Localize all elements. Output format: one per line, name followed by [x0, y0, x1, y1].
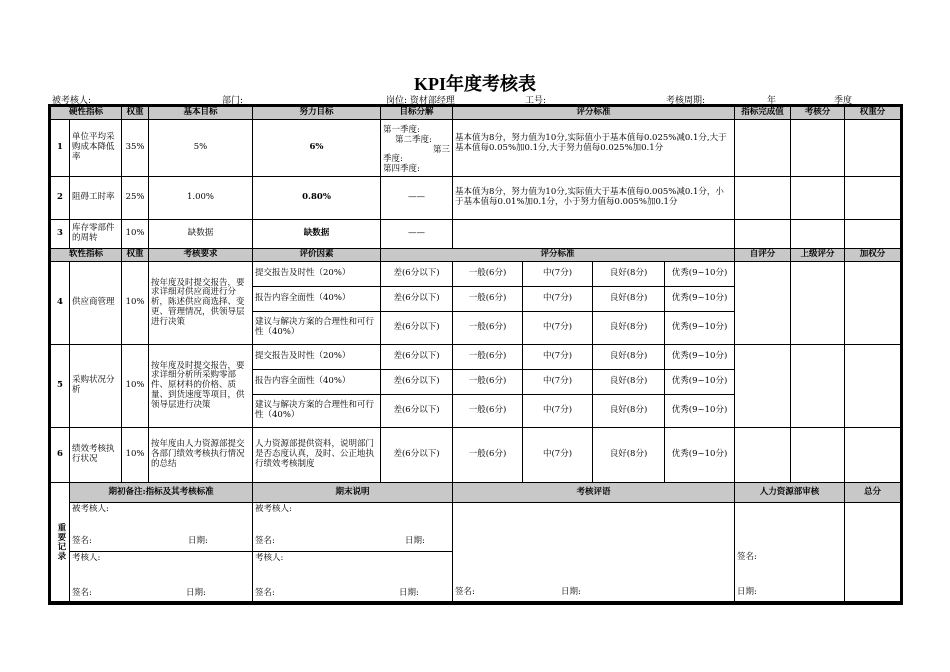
weight: 10% [122, 220, 149, 249]
weighted-cell [845, 177, 901, 220]
superior-score-cell [791, 345, 845, 428]
actual-cell [735, 120, 791, 177]
grade-excellent: 优秀(9~10分) [665, 370, 735, 395]
hard-header-row [51, 107, 901, 120]
records-header-row [51, 483, 901, 503]
table-row [51, 262, 901, 287]
grade-good: 良好(8分) [593, 395, 665, 428]
indicator: 阻碍工时率 [70, 177, 122, 220]
q1-label: 第一季度: [383, 125, 420, 135]
grade-fair: 一般(6分) [453, 345, 523, 370]
hdr-superior-score: 上级评分 [791, 249, 845, 262]
target-breakdown: —— [381, 177, 453, 220]
factor: 提交报告及时性（20%） [253, 345, 381, 370]
self-score-cell [735, 262, 791, 345]
assessor-label: 考核人: [72, 553, 101, 563]
criteria-text [453, 220, 735, 249]
grade-excellent: 优秀(9~10分) [665, 395, 735, 428]
grade-poor: 差(6分以下) [381, 262, 453, 287]
row-no: 3 [51, 220, 70, 249]
assessee-label: 被考核人: [52, 96, 92, 106]
soft-header-row [51, 249, 901, 262]
assessee-sign-label: 被考核人: [255, 504, 292, 514]
score-cell [791, 220, 845, 249]
factor: 报告内容全面性（40%） [253, 370, 381, 395]
page-title: KPI年度考核表 [413, 74, 536, 94]
factor: 人力资源部提供资料，说明部门是否态度认真，及时、公正地执行绩效考核制度 [253, 428, 381, 483]
grade-medium: 中(7分) [523, 345, 593, 370]
grade-medium: 中(7分) [523, 262, 593, 287]
table-row [51, 177, 901, 220]
effort-target: 缺数据 [253, 220, 381, 249]
target-breakdown [381, 120, 453, 177]
actual-cell [735, 177, 791, 220]
date-label: 日期: [188, 536, 208, 546]
grade-medium: 中(7分) [523, 428, 593, 483]
hdr-score: 考核分 [791, 107, 845, 120]
grade-fair: 一般(6分) [453, 262, 523, 287]
grade-poor: 差(6分以下) [381, 428, 453, 483]
hdr-hr-review: 人力资源部审核 [735, 483, 845, 503]
grade-poor: 差(6分以下) [381, 312, 453, 345]
final-notes-bottom [253, 552, 453, 603]
hr-review-cell [735, 503, 845, 603]
grade-good: 良好(8分) [593, 262, 665, 287]
grade-excellent: 优秀(9~10分) [665, 287, 735, 312]
quarter-label: 季度 [834, 96, 853, 106]
grade-good: 良好(8分) [593, 428, 665, 483]
date-label: 日期: [399, 588, 419, 599]
grade-fair: 一般(6分) [453, 287, 523, 312]
factor: 报告内容全面性（40%） [253, 287, 381, 312]
year-label: 年 [767, 96, 777, 106]
hdr-breakdown: 目标分解 [381, 107, 453, 120]
grade-fair: 一般(6分) [453, 428, 523, 483]
indicator: 单位平均采购成本降低率 [70, 120, 122, 177]
effort-target: 6% [253, 120, 381, 177]
weighted-cell [845, 220, 901, 249]
hdr-soft-weight: 权重 [122, 249, 149, 262]
date-label: 日期: [561, 587, 581, 598]
hdr-weighted: 权重分 [845, 107, 901, 120]
grade-fair: 一般(6分) [453, 395, 523, 428]
weight: 10% [122, 428, 149, 483]
base-target: 缺数据 [149, 220, 253, 249]
grade-medium: 中(7分) [523, 287, 593, 312]
q3-suffix: 季度: [383, 154, 403, 165]
weighted-cell [845, 120, 901, 177]
indicator: 采购状况分析 [70, 345, 122, 428]
indicator: 库存零部件的周转 [70, 220, 122, 249]
table-row [51, 345, 901, 370]
job-no-label: 工号: [525, 96, 547, 106]
row-no: 1 [51, 120, 70, 177]
sign-label: 签名: [72, 536, 92, 546]
q4-label: 第四季度: [383, 164, 420, 175]
row-no: 5 [51, 345, 70, 428]
records-row [51, 503, 901, 552]
records-side-label [51, 483, 70, 603]
hdr-comments: 考核评语 [453, 483, 735, 503]
table-row [51, 428, 901, 483]
actual-cell [735, 220, 791, 249]
row-no: 4 [51, 262, 70, 345]
hdr-final-notes: 期末说明 [253, 483, 453, 503]
initial-notes-top [70, 503, 253, 552]
hdr-base: 基本目标 [149, 107, 253, 120]
total-cell [845, 503, 901, 603]
sign-label: 签名: [255, 536, 275, 546]
grade-poor: 差(6分以下) [381, 287, 453, 312]
sign-label: 签名: [72, 588, 92, 599]
superior-score-cell [791, 262, 845, 345]
grade-good: 良好(8分) [593, 287, 665, 312]
hdr-total: 总分 [845, 483, 901, 503]
date-label: 日期: [737, 587, 757, 598]
hdr-initial-notes: 期初备注:指标及其考核标准 [70, 483, 253, 503]
requirement: 按年度由人力资源部提交各部门绩效考核执行情况的总结 [149, 428, 253, 483]
q2-label: 第二季度: [395, 134, 432, 145]
table-row [51, 220, 901, 249]
grade-excellent: 优秀(9~10分) [665, 312, 735, 345]
grade-poor: 差(6分以下) [381, 370, 453, 395]
kpi-table [50, 106, 901, 603]
grade-fair: 一般(6分) [453, 370, 523, 395]
comments-cell [453, 503, 735, 603]
weight: 10% [122, 345, 149, 428]
period-label: 考核周期: [666, 96, 706, 106]
date-label: 日期: [405, 536, 425, 546]
weight: 25% [122, 177, 149, 220]
sign-label: 签名: [455, 587, 475, 598]
initial-notes-bottom [70, 552, 253, 603]
grade-medium: 中(7分) [523, 370, 593, 395]
weight: 10% [122, 262, 149, 345]
row-no: 6 [51, 428, 70, 483]
base-target: 1.00% [149, 177, 253, 220]
assessor-label: 考核人: [255, 553, 284, 563]
weighted-score-cell [845, 345, 901, 428]
date-label: 日期: [186, 588, 206, 599]
hdr-factors: 评价因素 [253, 249, 381, 262]
grade-poor: 差(6分以下) [381, 395, 453, 428]
final-notes-top [253, 503, 453, 552]
department-label: 部门: [222, 96, 244, 106]
self-score-cell [735, 428, 791, 483]
row-no: 2 [51, 177, 70, 220]
grade-good: 良好(8分) [593, 312, 665, 345]
sign-label: 签名: [737, 552, 757, 562]
indicator: 绩效考核执行状况 [70, 428, 122, 483]
hdr-weighted-score: 加权分 [845, 249, 901, 262]
score-cell [791, 177, 845, 220]
hdr-requirement: 考核要求 [149, 249, 253, 262]
hdr-self-score: 自评分 [735, 249, 791, 262]
grade-good: 良好(8分) [593, 345, 665, 370]
hdr-soft-criteria: 评分标准 [381, 249, 735, 262]
hdr-criteria: 评分标准 [453, 107, 735, 120]
q3-label: 第三 [433, 144, 451, 155]
assessee-sign-label: 被考核人: [72, 504, 109, 514]
indicator: 供应商管理 [70, 262, 122, 345]
hdr-actual: 指标完成值 [735, 107, 791, 120]
factor: 建议与解决方案的合理性和可行性（40%） [253, 395, 381, 428]
factor: 建议与解决方案的合理性和可行性（40%） [253, 312, 381, 345]
self-score-cell [735, 345, 791, 428]
hdr-hard: 硬性指标 [51, 107, 122, 120]
criteria-text: 基本值为8分，努力值为10分,实际值大于基本值每0.005%减0.1分，小于基本值每0.01%加0.1分，小于努力值每0.005%加0.1分 [453, 177, 735, 220]
target-breakdown: —— [381, 220, 453, 249]
criteria-text: 基本值为8分，努力值为10分,实际值小于基本值每0.025%减0.1分,大于基本值每0.05%加0.1分,大于努力值每0.025%加0.1分 [453, 120, 735, 177]
grade-good: 良好(8分) [593, 370, 665, 395]
grade-excellent: 优秀(9~10分) [665, 428, 735, 483]
base-target: 5% [149, 120, 253, 177]
weighted-score-cell [845, 262, 901, 345]
sign-label: 签名: [255, 588, 275, 599]
score-cell [791, 120, 845, 177]
grade-excellent: 优秀(9~10分) [665, 262, 735, 287]
superior-score-cell [791, 428, 845, 483]
grade-medium: 中(7分) [523, 395, 593, 428]
weighted-score-cell [845, 428, 901, 483]
grade-excellent: 优秀(9~10分) [665, 345, 735, 370]
grade-fair: 一般(6分) [453, 312, 523, 345]
effort-target: 0.80% [253, 177, 381, 220]
weight: 35% [122, 120, 149, 177]
hdr-weight: 权重 [122, 107, 149, 120]
hdr-soft: 软性指标 [51, 249, 122, 262]
hdr-effort: 努力目标 [253, 107, 381, 120]
grade-medium: 中(7分) [523, 312, 593, 345]
records-side-text: 重要记录 [55, 523, 66, 561]
table-row [51, 120, 901, 177]
requirement: 按年度及时提交报告，要求详细分析所采购零部件、原材料的价格、质量、到货速度等项目，供领导层进行决策 [149, 345, 253, 428]
factor: 提交报告及时性（20%） [253, 262, 381, 287]
requirement: 按年度及时提交报告，要求详细对供应商进行分析，陈述供应商选择、变更、管理情况，供领导层进行决策 [149, 262, 253, 345]
position-label: 岗位: 资材部经理 [386, 96, 455, 106]
grade-poor: 差(6分以下) [381, 345, 453, 370]
